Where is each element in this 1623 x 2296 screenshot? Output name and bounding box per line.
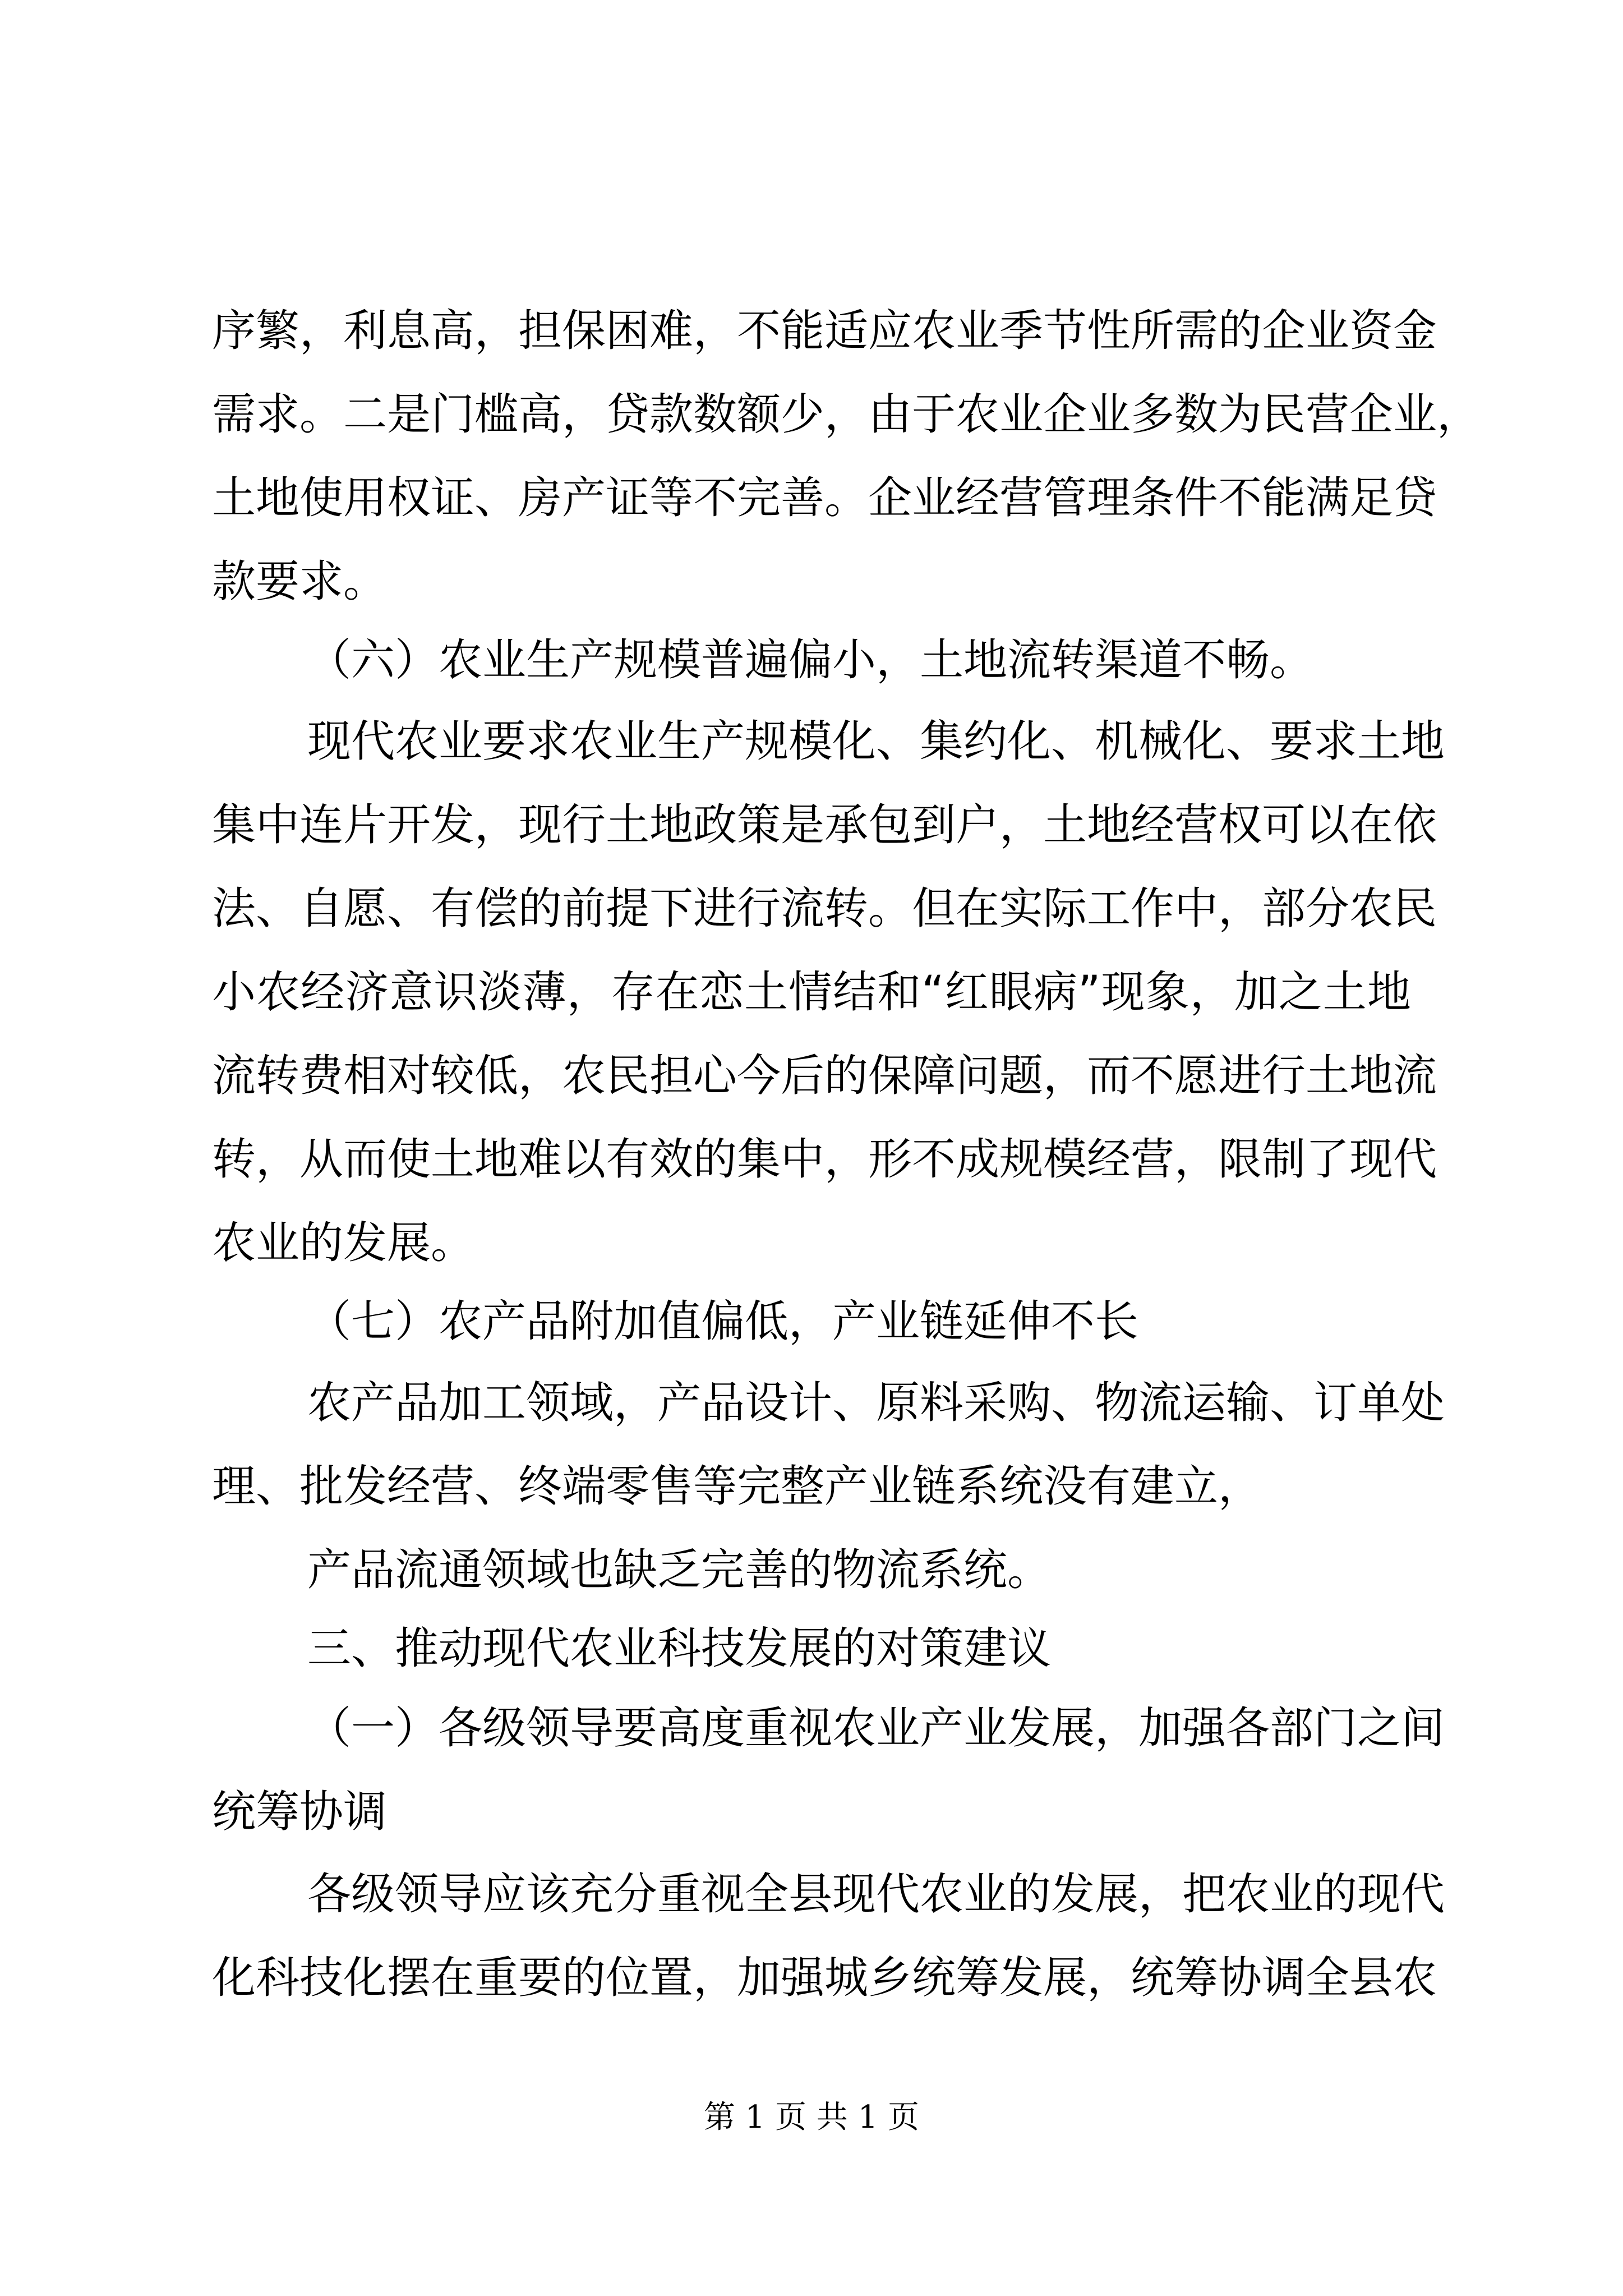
section-heading: （一）各级领导要高度重视农业产业发展，加强各部门之间 — [307, 1703, 1445, 1754]
body-line: 现代农业要求农业生产规模化、集约化、机械化、要求土地 — [307, 716, 1445, 767]
body-line: 流转费相对较低，农民担心今后的保障问题，而不愿进行土地流 — [212, 1051, 1437, 1101]
body-line: 化科技化摆在重要的位置，加强城乡统筹发展，统筹协调全县农 — [212, 1953, 1437, 2003]
body-line: 各级领导应该充分重视全县现代农业的发展，把农业的现代 — [307, 1869, 1445, 1920]
body-line: 序繁，利息高，担保困难，不能适应农业季节性所需的企业资金 — [212, 306, 1437, 356]
body-line: 款要求。 — [212, 556, 388, 607]
body-line: 转，从而使土地难以有效的集中，形不成规模经营，限制了现代 — [212, 1134, 1437, 1185]
section-heading: 统筹协调 — [212, 1787, 388, 1837]
body-line: 集中连片开发，现行土地政策是承包到户，土地经营权可以在依 — [212, 800, 1437, 850]
body-line: 农业的发展。 — [212, 1218, 475, 1268]
body-line: 法、自愿、有偿的前提下进行流转。但在实际工作中，部分农民 — [212, 884, 1437, 934]
body-line: 小农经济意识淡薄，存在恋土情结和“红眼病”现象，加之土地 — [212, 967, 1411, 1018]
section-heading: （七）农产品附加值偏低，产业链延伸不长 — [307, 1296, 1139, 1347]
body-line: 需求。二是门槛高，贷款数额少，由于农业企业多数为民营企业， — [212, 389, 1481, 440]
body-line: 农产品加工领域，产品设计、原料采购、物流运输、订单处 — [307, 1378, 1445, 1428]
body-line: 产品流通领域也缺乏完善的物流系统。 — [307, 1545, 1052, 1595]
body-line: 理、批发经营、终端零售等完整产业链系统没有建立， — [212, 1461, 1262, 1512]
section-heading: 三、推动现代农业科技发展的对策建议 — [307, 1623, 1052, 1674]
body-line: 土地使用权证、房产证等不完善。企业经营管理条件不能满足贷 — [212, 473, 1437, 523]
section-heading: （六）农业生产规模普遍偏小，土地流转渠道不畅。 — [307, 635, 1314, 685]
page-footer: 第 1 页 共 1 页 — [703, 2099, 920, 2136]
